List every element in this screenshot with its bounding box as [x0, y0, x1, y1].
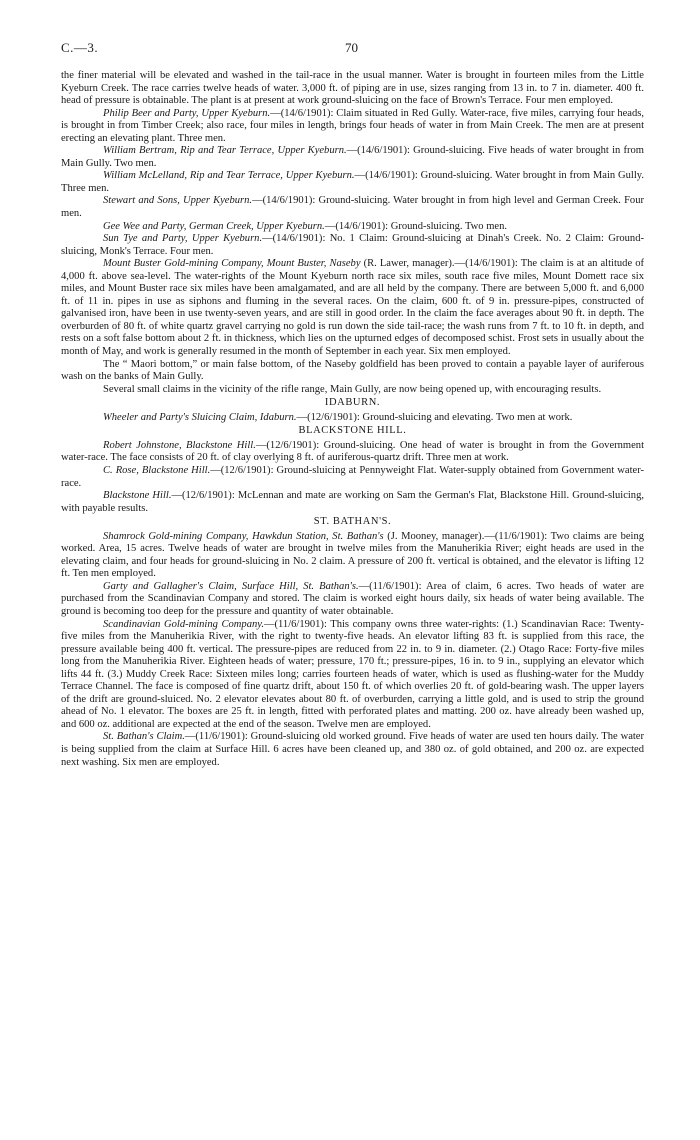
paragraph-text: —(11/6/1901): This company owns three water-rights: (1.) Scandinavian Race: Twenty-five miles from the Manuherikia River, with the right to twenty-five heads. An elevator lifting 83 ft. is supplied from this race, the pressure available being 400 ft. vertical. The pressure-pipes are reduced from 22 in. to 9 in. diameter. (2.) Otago Race: Forty-five miles long from the Manuherikia River. Eighteen heads of water; pressure, 170 ft.; pressure-pipes, 16 in. to 9 in., supplying an elevator which lifts 44 ft. (3.) Muddy Creek Race: Sixteen miles long; carries fourteen heads of water, which is used as flushing-water for the Muddy Terrace Channel. The face is composed of fine quartz drift, about 150 ft. of which overlies 20 ft. of gold-bearing wash. The upper layers of the drift are ground-sluiced. No. 2 elevator elevates about 80 ft. of overburden, carrying a little gold, and is used to strip the ground ahead of No. 1 elevator. The boxes are 25 ft. in length, fitted with perforated plates and matting. 200 oz. have already been washed up, and 600 oz. additional are expected at the end of the season. Twelve men are employed. — [61, 618, 644, 730]
paragraph — [61, 531, 644, 581]
paragraph — [61, 359, 644, 384]
paragraph — [61, 145, 644, 170]
entry-name: Wheeler and Party's Sluicing Claim, Idaburn. — [103, 411, 297, 423]
paragraph-text: (J. Mooney, manager).—(11/6/1901): Two claims are being worked. Area, 15 acres. Twelve heads of water are brought in twelve miles from the Manuherikia River; eight heads are used in the elevating claim, and four heads for ground-sluicing in No. 2 claim. A pressure of 200 ft. vertical is obtained, and the elevator is lifting 12 ft. Ten men employed. — [61, 530, 644, 580]
section-heading — [61, 425, 644, 438]
paragraph — [61, 108, 644, 146]
entry-name: Philip Beer and Party, Upper Kyeburn. — [103, 107, 271, 119]
paragraph-text: The “ Maori bottom,” or main false bottom, of the Naseby goldfield has been proved to contain a payable layer of auriferous wash on the banks of Main Gully. — [61, 358, 644, 383]
paragraph — [61, 195, 644, 220]
section-heading-text: ST. BATHAN'S. — [313, 516, 392, 528]
paragraph-text: —(12/6/1901): McLennan and mate are working on Sam the German's Flat, Blackstone Hill. Ground-sluicing, with payable results. — [61, 490, 644, 514]
paragraph-text: (R. Lawer, manager).—(14/6/1901): The claim is at an altitude of 4,000 ft. above sea-level. The water-rights of the Mount Kyeburn north race six miles, south race five miles, Mount Domett race six miles, and Mount Buster race six miles have been amalgamated, and are all held by the company. There are between 5,000 ft. and 6,000 ft. of 11 in. pipes in use as siphons and fluming in the several races. On the claim, 600 ft. of 9 in. pressure-pipes, constructed of galvanised iron, have been in use twenty-seven years, and are still in good order. In the claim the face averages about 90 ft. in depth. The overburden of 80 ft. of white quartz gravel carrying no gold is run down the side tail-race; the wash runs from 7 ft. to 10 ft. in depth, and rests on a soft false bottom about 2 ft. in thickness, which lies on the upturned edges of decomposed schist. Frost sets in usually about the month of May, and work is generally resumed in the month of September in each year. Six men employed. — [61, 258, 644, 358]
page-body — [61, 70, 644, 769]
paragraph — [61, 619, 644, 732]
paragraph — [61, 70, 644, 108]
entry-name: William McLelland, Rip and Tear Terrace, Upper Kyeburn. — [103, 170, 355, 182]
paragraph — [61, 440, 644, 465]
paragraph — [61, 412, 644, 425]
paragraph-text: —(14/6/1901): Ground-sluicing. Two men. — [324, 220, 507, 232]
paragraph-text: Several small claims in the vicinity of the rifle range, Main Gully, are now being opened up, with encouraging results. — [103, 383, 602, 395]
entry-name: St. Bathan's Claim. — [103, 731, 185, 743]
section-heading — [61, 397, 644, 410]
paragraph-text: —(14/6/1901): No. 1 Claim: Ground-sluicing at Dinah's Creek. No. 2 Claim: Ground-sluicing, Monk's Terrace. Four men. — [61, 233, 644, 257]
entry-name: Stewart and Sons, Upper Kyeburn. — [103, 195, 253, 207]
paragraph-text: —(14/6/1901): Claim situated in Red Gully. Water-race, five miles, carrying four heads, is brought in from Timber Creek; also race, four miles in length, brings four heads of water in from Main Creek. The men are at present erecting an elevating plant. Three men. — [61, 107, 644, 144]
paragraph — [61, 384, 644, 397]
paragraph — [61, 490, 644, 515]
entry-name: Scandinavian Gold-mining Company. — [103, 618, 264, 630]
paragraph-text: —(14/6/1901): Ground-sluicing. Water brought in from high level and German Creek. Four men. — [61, 195, 644, 220]
entry-name: Sun Tye and Party, Upper Kyeburn. — [103, 233, 263, 245]
paragraph-text: —(11/6/1901): Ground-sluicing old worked ground. Five heads of water are used ten hours daily. The water is being supplied from the claim at Surface Hill. 6 acres have been cleaned up, and 380 oz. of gold obtained, and 200 oz. are expected next washing. Six men are employed. — [61, 731, 644, 768]
entry-name: Gee Wee and Party, German Creek, Upper Kyeburn. — [103, 220, 325, 232]
paragraph-text: —(12/6/1901): Ground-sluicing at Pennyweight Flat. Water-supply obtained from Government water-race. — [61, 464, 645, 489]
entry-name: Blackstone Hill. — [103, 490, 172, 502]
entry-name: Mount Buster Gold-mining Company, Mount Buster, Naseby — [103, 258, 361, 270]
paragraph-text: —(14/6/1901): Ground-sluicing. Water brought in from Main Gully. Three men. — [61, 170, 645, 194]
section-heading — [61, 516, 644, 529]
entry-name: William Bertram, Rip and Tear Terrace, Upper Kyeburn. — [103, 145, 347, 157]
paragraph-text: —(14/6/1901): Ground-sluicing. Five heads of water brought in from Main Gully. Two men. — [61, 145, 645, 169]
entry-name: C. Rose, Blackstone Hill. — [103, 464, 211, 476]
paragraph — [61, 465, 644, 490]
paragraph — [61, 731, 644, 769]
page-header — [61, 40, 644, 70]
paragraph — [61, 170, 644, 195]
entry-name: Shamrock Gold-mining Company, Hawkdun Station, St. Bathan's — [103, 530, 384, 542]
report-code: C.—3. — [61, 40, 99, 55]
paragraph — [61, 233, 644, 258]
paragraph — [61, 258, 644, 358]
section-heading-text: BLACKSTONE HILL. — [298, 425, 407, 437]
paragraph — [61, 221, 644, 234]
paragraph-text: —(11/6/1901): Area of claim, 6 acres. Two heads of water are purchased from the Scandinavian Company and stored. The claim is worked eight hours daily, six heads of water being available. The ground is becoming too deep for the pressure and quantity of water obtainable. — [61, 580, 644, 617]
entry-name: Robert Johnstone, Blackstone Hill. — [103, 439, 256, 451]
page-number: 70 — [345, 40, 358, 55]
paragraph — [61, 581, 644, 619]
paragraph-text: —(12/6/1901): Ground-sluicing. One head of water is brought in from the Government water-race. The face consists of 20 ft. of clay overlying 8 ft. of auriferous-quartz drift. Three men at work. — [61, 439, 644, 464]
entry-name: Garty and Gallagher's Claim, Surface Hill, St. Bathan's. — [103, 580, 359, 592]
paragraph-text: —(12/6/1901): Ground-sluicing and elevating. Two men at work. — [296, 411, 573, 423]
section-heading-text: IDABURN. — [324, 397, 381, 409]
paragraph-text: the finer material will be elevated and washed in the tail-race in the usual manner. Water is brought in fourteen miles from the Little Kyeburn Creek. The race carries twelve heads of water. 3,000 ft. of piping are in use, sizes ranging from 13 in. to 7 in. diameter. 400 ft. head of pressure is obtainable. The plant is at present at work ground-sluicing on the face of Brown's Terrace. Four men employed. — [61, 70, 644, 107]
